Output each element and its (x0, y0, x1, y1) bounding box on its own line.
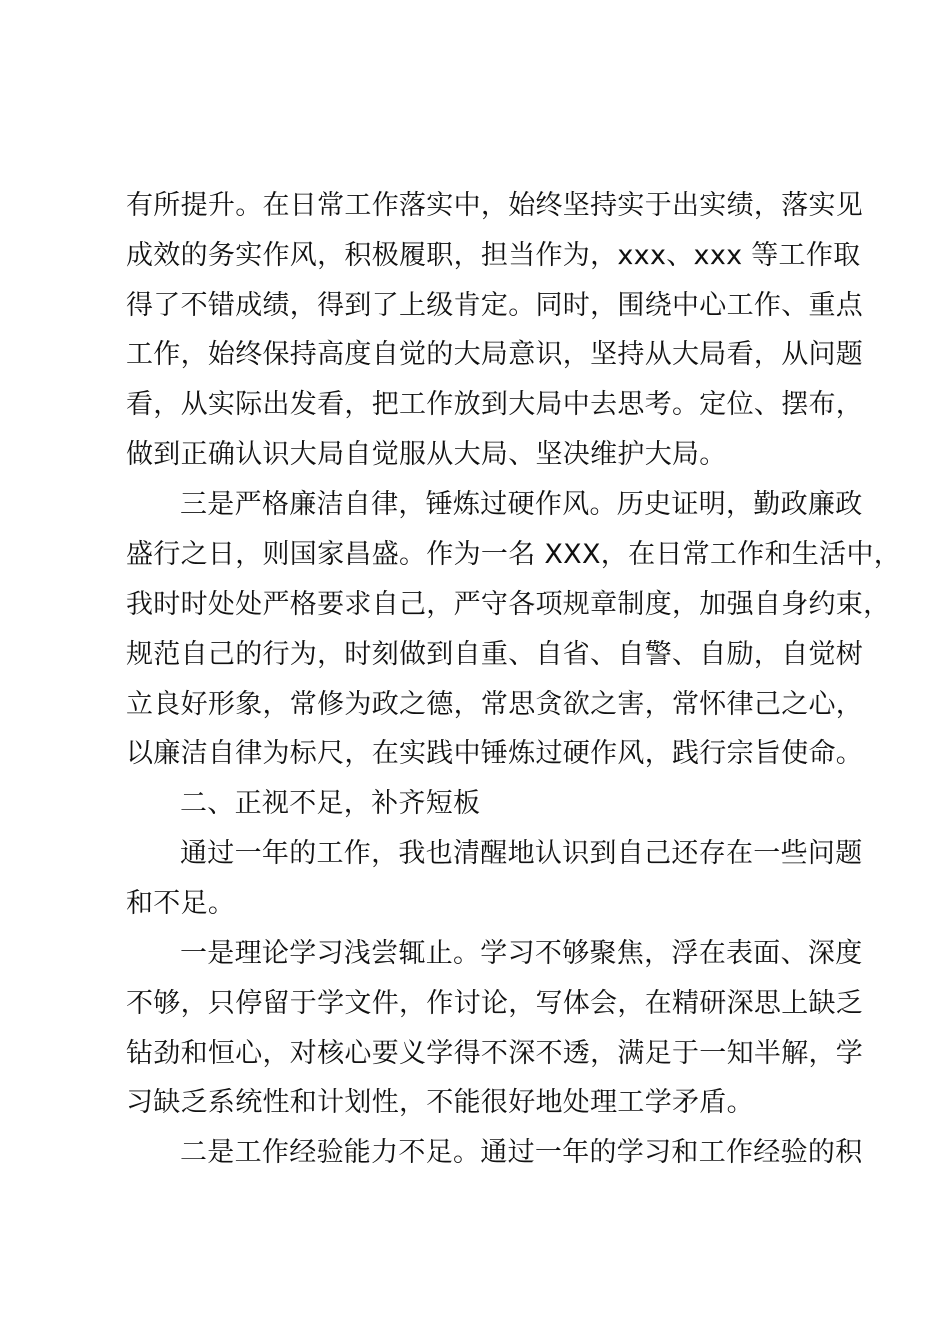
text-line: 立良好形象，常修为政之德，常思贪欲之害，常怀律己之心， (126, 689, 864, 720)
text-line: 二是工作经验能力不足。通过一年的学习和工作经验的积 (180, 1137, 863, 1168)
text-line: 盛行之日，则国家昌盛。作为一名 XXX，在日常工作和生活中， (126, 539, 902, 570)
text-line: 以廉洁自律为标尺，在实践中锤炼过硬作风，践行宗旨使命。 (126, 738, 864, 769)
text-line: 看，从实际出发看，把工作放到大局中去思考。定位、摆布， (126, 389, 864, 420)
text-line: 有所提升。在日常工作落实中，始终坚持实于出实绩，落实见 (126, 190, 864, 221)
text-line: 工作，始终保持高度自觉的大局意识，坚持从大局看，从问题 (126, 339, 864, 370)
text-line: 规范自己的行为，时刻做到自重、自省、自警、自励，自觉树 (126, 639, 864, 670)
text-line: 一是理论学习浅尝辄止。学习不够聚焦，浮在表面、深度 (180, 938, 863, 969)
text-line: 通过一年的工作，我也清醒地认识到自己还存在一些问题 (180, 838, 863, 869)
text-line: 得了不错成绩，得到了上级肯定。同时，围绕中心工作、重点 (126, 290, 864, 321)
text-line: 钻劲和恒心，对核心要义学得不深不透，满足于一知半解，学 (126, 1038, 864, 1069)
section-heading: 二、正视不足，补齐短板 (180, 788, 481, 819)
text-line: 习缺乏系统性和计划性，不能很好地处理工学矛盾。 (126, 1087, 754, 1118)
text-line: 做到正确认识大局自觉服从大局、坚决维护大局。 (126, 439, 727, 470)
text-line: 成效的务实作风，积极履职，担当作为，xxx、xxx 等工作取 (126, 240, 861, 271)
text-line: 不够，只停留于学文件，作讨论，写体会，在精研深思上缺乏 (126, 988, 864, 1019)
text-line: 我时时处处严格要求自己，严守各项规章制度，加强自身约束， (126, 589, 891, 620)
text-line: 三是严格廉洁自律，锤炼过硬作风。历史证明，勤政廉政 (180, 489, 863, 520)
text-line: 和不足。 (126, 888, 236, 919)
